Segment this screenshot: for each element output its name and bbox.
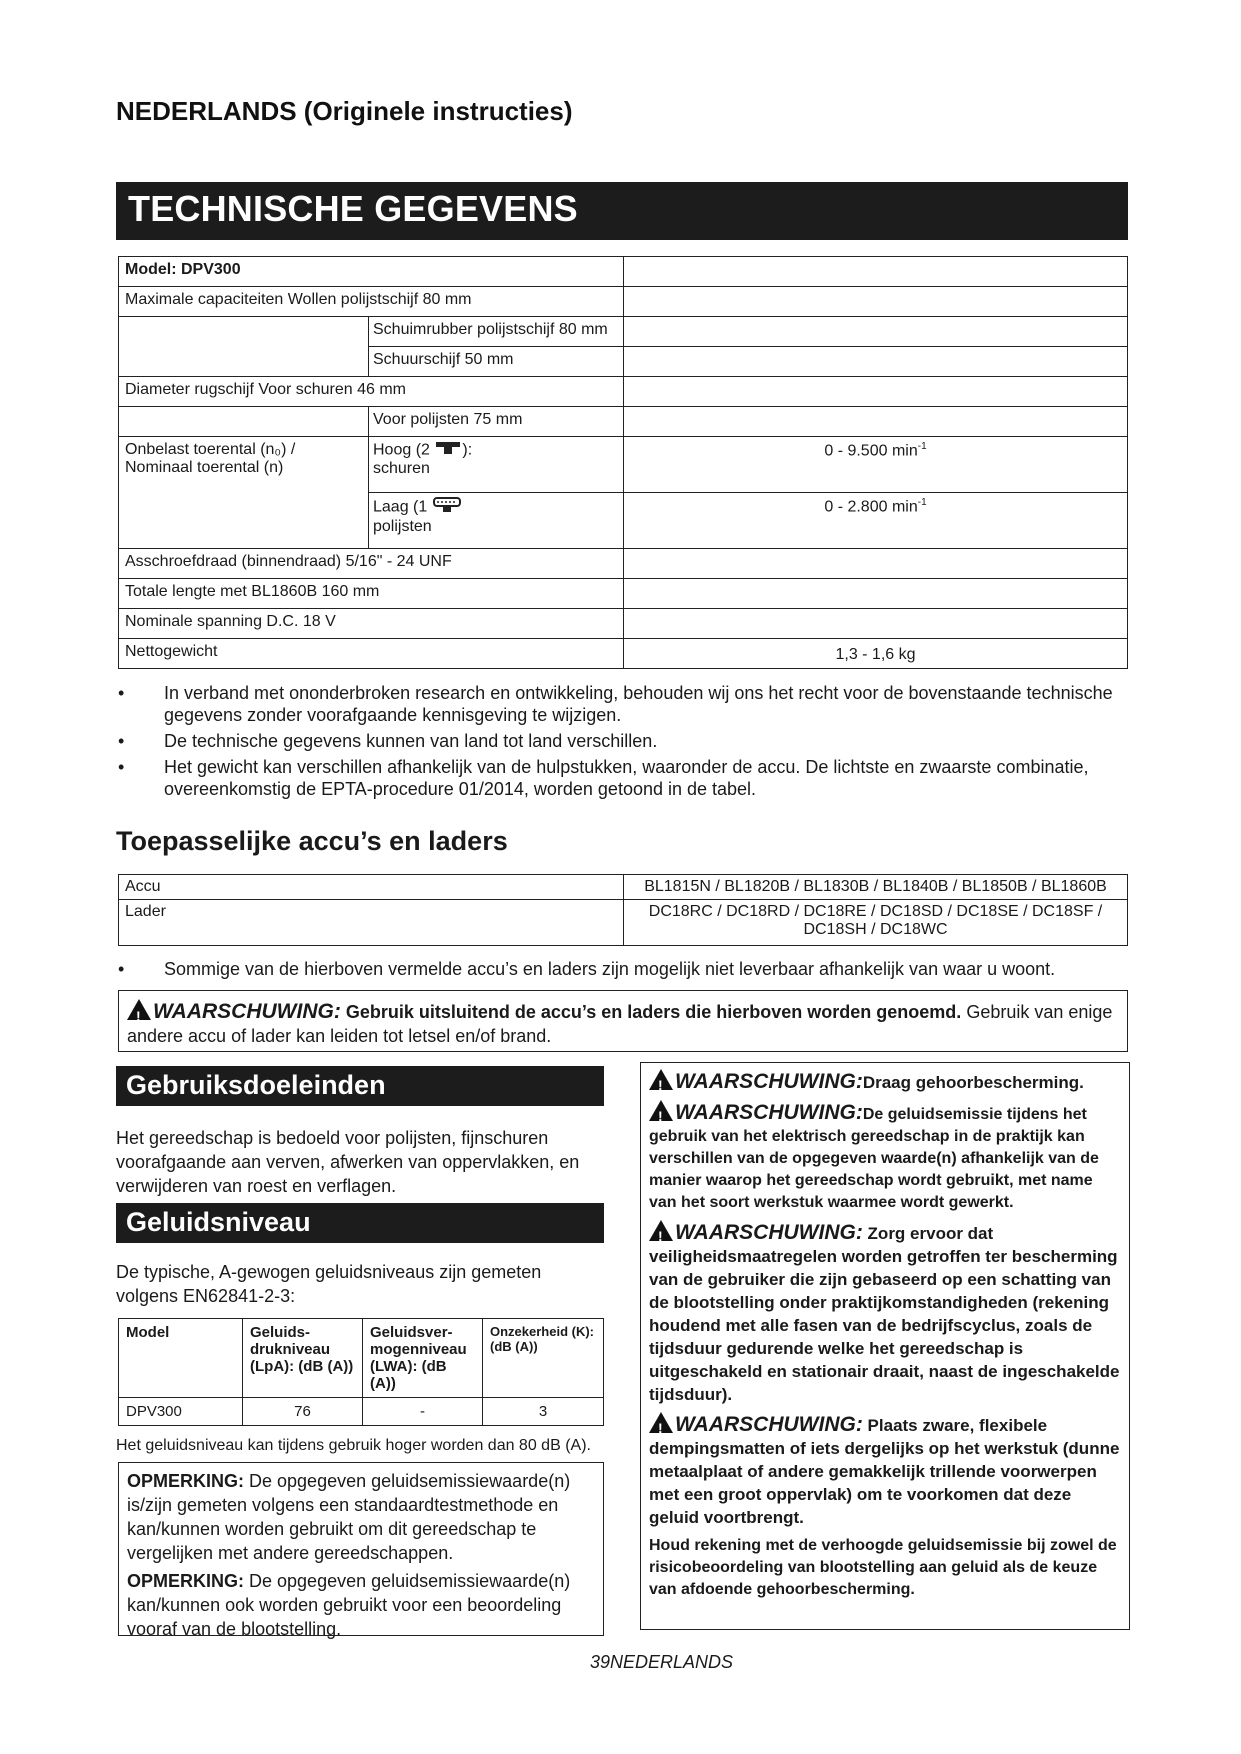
table-row — [119, 437, 1128, 493]
warning-text: Draag gehoorbescherming. — [862, 1073, 1084, 1092]
spec-label: Schuimrubber polijstschijf 80 mm — [369, 317, 624, 347]
warning-text: Gebruik van enige andere accu of lader kan leiden tot letsel en/of brand. — [127, 1002, 1113, 1046]
table-row — [119, 549, 1128, 579]
polish-pad-icon — [432, 497, 462, 518]
noise-note-box — [118, 1462, 604, 1639]
spec-label: Schuurschijf 50 mm — [369, 347, 624, 377]
table-row — [119, 1319, 604, 1398]
warning-icon — [649, 1220, 673, 1241]
spec-label: Maximale capaciteiten Wollen polijstschijf 80 mm — [119, 287, 624, 317]
usage-heading: Gebruiksdoeleinden — [116, 1066, 604, 1106]
noise-lpa: 76 — [243, 1398, 363, 1426]
battery-notes-list — [116, 958, 1132, 984]
list-item: • Sommige van de hierboven vermelde accu’s en laders zijn mogelijk niet leverbaar afhankelijk van waar u woont. — [116, 958, 1132, 980]
speed-low-value: 0 - 2.800 min — [824, 498, 918, 516]
noise-k: 3 — [483, 1398, 604, 1426]
warning-closing: Houd rekening met de verhoogde geluidsemissie bij zowel de risicobeoordeling van blootstelling aan geluid als de keuze van afdoende gehoorbescherming. — [649, 1537, 1117, 1598]
noise-table — [118, 1318, 604, 1426]
noise-col-lpa: Geluids-drukniveau (LpA): (dB (A)) — [243, 1319, 363, 1398]
warning-icon — [649, 1412, 673, 1433]
list-item: • De technische gegevens kunnen van land tot land verschillen. — [116, 730, 1132, 752]
accu-label: Accu — [119, 875, 624, 900]
table-row — [119, 377, 1128, 407]
noise-col-model: Model — [119, 1319, 243, 1398]
accu-value: BL1815N / BL1820B / BL1830B / BL1840B / BL1850B / BL1860B — [624, 875, 1128, 900]
lader-label: Lader — [119, 900, 624, 946]
page-footer: 39NEDERLANDS — [590, 1652, 734, 1672]
spec-table — [118, 256, 1128, 669]
warning-label: WAARSCHUWING: — [675, 1101, 863, 1124]
table-row — [119, 875, 1128, 900]
note-text: De opgegeven geluidsemissiewaarde(n) kan/kunnen ook worden gebruikt voor een beoordeling vooraf van de blootstelling. — [127, 1571, 571, 1639]
tech-specs-heading: TECHNISCHE GEGEVENS — [116, 182, 1128, 240]
spec-label: Nominale spanning D.C. 18 V — [119, 609, 624, 639]
unit-superscript: -1 — [917, 441, 927, 452]
warning-text: De geluidsemissie tijdens het gebruik van het elektrisch gereedschap in de praktijk kan verschillen van de opgegeven waarde(n) afhankelijk van de manier waarop het gereedschap wordt gebruikt, met name van het soort werkstuk waarmee wordt gewerkt. — [649, 1106, 1099, 1211]
noise-col-k: Onzekerheid (K): (dB (A)) — [483, 1319, 604, 1398]
speed-low-label: Laag (1 — [373, 498, 428, 516]
noise-warning-box — [640, 1062, 1130, 1630]
spec-label: Onbelast toerental (n₀) / Nominaal toerental (n) — [119, 437, 369, 549]
model-label: Model: DPV300 — [125, 261, 241, 278]
list-item: • In verband met ononderbroken research en ontwikkeling, behouden wij ons het recht voor de bovenstaande technische gegevens zonder voorafgaande kennisgeving te wijzigen. — [116, 682, 1132, 726]
speed-low-mode: polijsten — [373, 518, 432, 535]
page-language-title: NEDERLANDS (Originele instructies) — [116, 96, 573, 126]
warning-label: WAARSCHUWING: — [153, 1000, 341, 1023]
speed-high-tail: ): — [462, 441, 473, 459]
spec-label: Nettogewicht — [119, 639, 624, 669]
usage-text: Het gereedschap is bedoeld voor polijsten, fijnschuren voorafgaande aan verven, afwerken van oppervlakken, en verwijderen van roest en verflagen. — [116, 1128, 580, 1196]
table-row — [119, 317, 1128, 347]
battery-table — [118, 874, 1128, 946]
warning-icon — [649, 1100, 673, 1121]
warning-icon — [127, 999, 151, 1020]
warning-label: WAARSCHUWING: — [675, 1413, 863, 1436]
spec-label: Diameter rugschijf Voor schuren 46 mm — [119, 377, 624, 407]
unit-superscript: -1 — [917, 497, 927, 508]
spec-label: Totale lengte met BL1860B 160 mm — [119, 579, 624, 609]
table-row — [119, 639, 1128, 669]
table-row — [119, 287, 1128, 317]
warning-text: Zorg ervoor dat veiligheidsmaatregelen worden getroffen ter bescherming van de gebruiker die zijn gebaseerd op een schatting van de blootstelling onder praktijkomstandigheden (rekening houdend met alle fasen van de bedrijfscyclus, zoals de tijdsduur gedurende welke het gereedschap is uitgeschakeld en stationair draait, naast de ingeschakelde tijdsduur). — [649, 1224, 1120, 1404]
table-row — [119, 347, 1128, 377]
table-row — [119, 579, 1128, 609]
noise-lwa: - — [363, 1398, 483, 1426]
battery-warning-box — [118, 990, 1128, 1052]
note-text: De opgegeven geluidsemissiewaarde(n) is/zijn gemeten volgens een standaardtestmethode en kan/kunnen worden gebruikt om dit gereedschap te vergelijken met andere gereedschappen. — [127, 1471, 571, 1563]
noise-heading: Geluidsniveau — [116, 1203, 604, 1243]
note-label: OPMERKING: — [127, 1571, 244, 1591]
noise-col-lwa: Geluidsver-mogenniveau (LWA): (dB (A)) — [363, 1319, 483, 1398]
table-row — [119, 1398, 604, 1426]
warning-text: Plaats zware, flexibele dempingsmatten of iets dergelijks op het werkstuk (dunne metaalplaat of andere gemakkelijk trillende voorwerpen met een groot oppervlak) om te voorkomen dat deze geluid voortbrengt. — [649, 1416, 1120, 1527]
warning-label: WAARSCHUWING: — [675, 1221, 863, 1244]
speed-high-value: 0 - 9.500 min — [824, 442, 918, 460]
table-row — [119, 257, 1128, 287]
noise-intro: De typische, A-gewogen geluidsniveaus zijn gemeten volgens EN62841-2-3: — [116, 1262, 542, 1306]
warning-icon — [649, 1069, 673, 1090]
spec-label: Asschroefdraad (binnendraad) 5/16" - 24 UNF — [119, 549, 624, 579]
speed-high-mode: schuren — [373, 460, 430, 477]
noise-model: DPV300 — [119, 1398, 243, 1426]
speed-high-label: Hoog (2 — [373, 441, 430, 459]
spec-notes-list — [116, 682, 1132, 804]
warning-label: WAARSCHUWING: — [675, 1070, 863, 1093]
note-label: OPMERKING: — [127, 1471, 244, 1491]
weight-value: 1,3 - 1,6 kg — [624, 639, 1128, 669]
noise-small-note: Het geluidsniveau kan tijdens gebruik hoger worden dan 80 dB (A). — [116, 1437, 591, 1454]
table-row — [119, 407, 1128, 437]
table-row — [119, 900, 1128, 946]
table-row — [119, 609, 1128, 639]
warning-bold-text: Gebruik uitsluitend de accu’s en laders die hierboven worden genoemd. — [345, 1002, 962, 1022]
pad-icon — [434, 441, 462, 460]
spec-label: Voor polijsten 75 mm — [369, 407, 624, 437]
lader-value: DC18RC / DC18RD / DC18RE / DC18SD / DC18SE / DC18SF / DC18SH / DC18WC — [624, 900, 1128, 946]
batteries-heading: Toepasselijke accu’s en laders — [116, 826, 508, 856]
list-item: • Het gewicht kan verschillen afhankelijk van de hulpstukken, waaronder de accu. De lichtste en zwaarste combinatie, overeenkomstig de EPTA-procedure 01/2014, worden getoond in de tabel. — [116, 756, 1132, 800]
